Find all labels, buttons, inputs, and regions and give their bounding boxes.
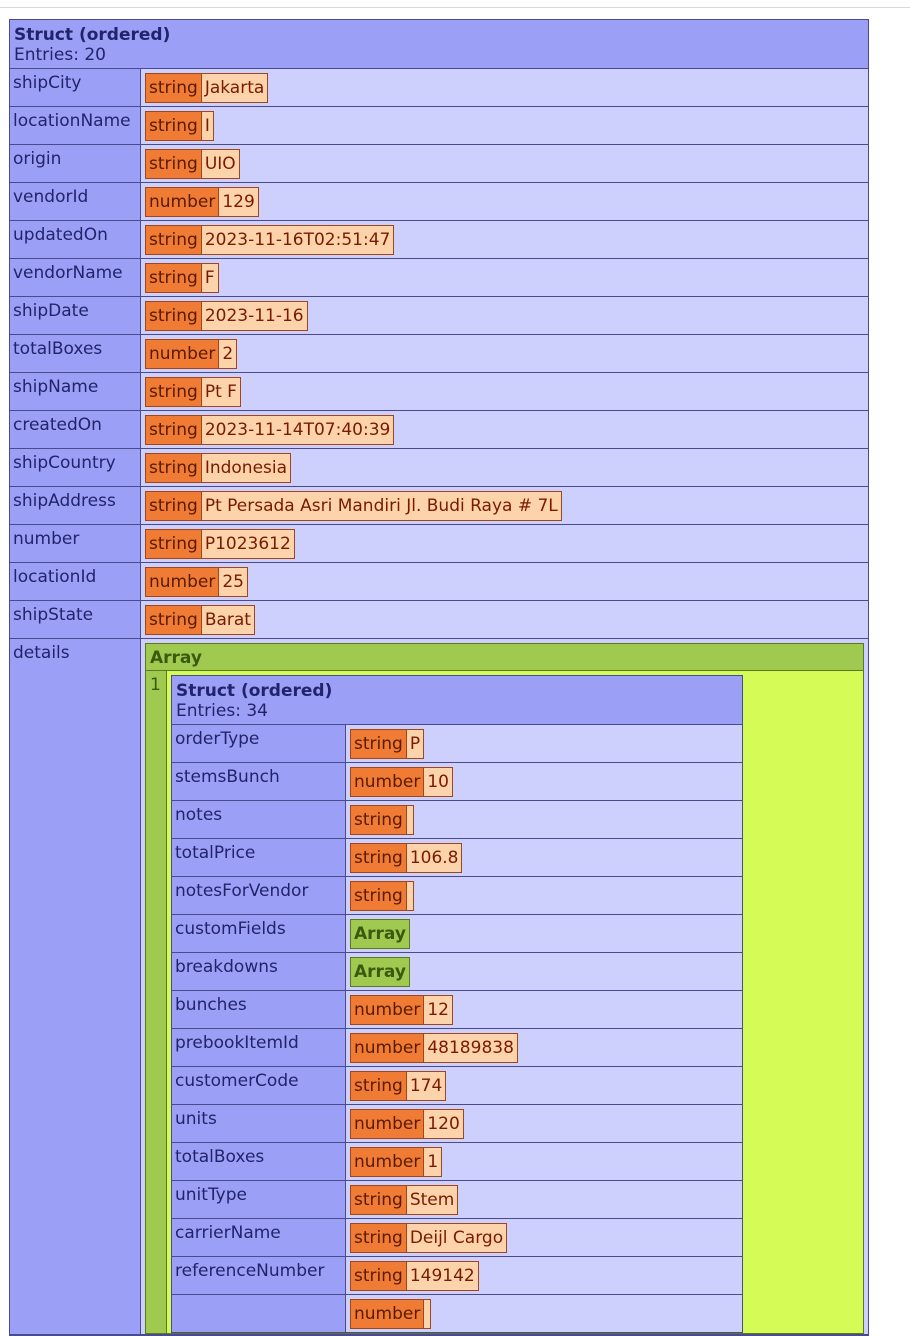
- row-key[interactable]: totalPrice: [172, 839, 346, 876]
- struct-row: [172, 763, 742, 801]
- struct-row: [10, 335, 868, 373]
- struct-row: [172, 1067, 742, 1105]
- struct-row: [172, 915, 742, 953]
- type-label[interactable]: string: [146, 264, 202, 292]
- value-text: P: [407, 730, 423, 758]
- inner-struct-title: Struct (ordered): [176, 681, 333, 701]
- type-label[interactable]: string: [146, 416, 202, 444]
- row-value: [346, 1295, 742, 1332]
- struct-row: [172, 953, 742, 991]
- row-value: [346, 1029, 742, 1066]
- type-label[interactable]: number: [146, 568, 219, 596]
- struct-row: [10, 525, 868, 563]
- row-key[interactable]: details: [10, 639, 141, 1334]
- row-key[interactable]: orderType: [172, 725, 346, 762]
- struct-row-details: [10, 639, 868, 1335]
- row-value: [141, 69, 868, 106]
- struct-title: Struct (ordered): [14, 25, 171, 45]
- row-key[interactable]: totalBoxes: [10, 335, 141, 372]
- type-label[interactable]: string: [146, 74, 202, 102]
- row-key[interactable]: [172, 1295, 346, 1332]
- type-label[interactable]: string: [146, 492, 202, 520]
- array-toggle[interactable]: Array: [350, 919, 410, 949]
- struct-row: [172, 1257, 742, 1295]
- struct-row: [10, 69, 868, 107]
- typed-value: [350, 767, 453, 797]
- typed-value: [145, 605, 255, 635]
- row-key[interactable]: notesForVendor: [172, 877, 346, 914]
- typed-value: [350, 843, 462, 873]
- top-divider: [0, 7, 910, 8]
- type-label[interactable]: number: [146, 188, 219, 216]
- typed-value: [145, 263, 219, 293]
- typed-value: [145, 149, 240, 179]
- row-value: [141, 297, 868, 334]
- value-text: 120: [424, 1110, 462, 1138]
- row-key[interactable]: vendorId: [10, 183, 141, 220]
- row-key[interactable]: shipCountry: [10, 449, 141, 486]
- type-label[interactable]: string: [146, 606, 202, 634]
- row-value: [141, 145, 868, 182]
- struct-row: [10, 297, 868, 335]
- type-label[interactable]: number: [351, 1110, 424, 1138]
- type-label[interactable]: string: [146, 150, 202, 178]
- value-text: 149142: [407, 1262, 478, 1290]
- typed-value: [350, 1109, 464, 1139]
- value-text: Indonesia: [202, 454, 290, 482]
- array-item: [167, 671, 863, 1333]
- row-value: [346, 953, 742, 990]
- value-text: UIO: [202, 150, 239, 178]
- value-text: F: [202, 264, 218, 292]
- value-text: Pt F: [202, 378, 240, 406]
- row-value: [141, 373, 868, 410]
- struct-row: [172, 1105, 742, 1143]
- value-text: Stem: [407, 1186, 457, 1214]
- struct-row: [10, 487, 868, 525]
- typed-value: [145, 415, 394, 445]
- type-label[interactable]: string: [146, 226, 202, 254]
- typed-value: [145, 491, 562, 521]
- struct-row: [10, 145, 868, 183]
- value-text: [407, 882, 413, 910]
- row-value: [346, 1219, 742, 1256]
- type-label[interactable]: string: [146, 530, 202, 558]
- struct-row: [10, 411, 868, 449]
- type-label[interactable]: number: [351, 1300, 424, 1328]
- row-value: [346, 725, 742, 762]
- type-label[interactable]: number: [351, 1034, 424, 1062]
- row-key[interactable]: locationId: [10, 563, 141, 600]
- typed-value: [350, 1147, 442, 1177]
- typed-value: [145, 73, 268, 103]
- typed-value: [350, 1223, 507, 1253]
- struct-row: [172, 991, 742, 1029]
- type-label[interactable]: string: [351, 1072, 407, 1100]
- struct-row: [172, 725, 742, 763]
- row-key[interactable]: origin: [10, 145, 141, 182]
- typed-value: [145, 301, 308, 331]
- value-text: 2023-11-14T07:40:39: [202, 416, 394, 444]
- typed-value: [350, 729, 424, 759]
- array-index[interactable]: 1: [146, 671, 167, 1333]
- struct-row: [172, 877, 742, 915]
- row-key[interactable]: vendorName: [10, 259, 141, 296]
- row-value: [141, 487, 868, 524]
- row-key[interactable]: shipName: [10, 373, 141, 410]
- row-value: [346, 801, 742, 838]
- row-key[interactable]: number: [10, 525, 141, 562]
- typed-value: [145, 111, 214, 141]
- row-value: [141, 601, 868, 638]
- struct-row: [10, 107, 868, 145]
- struct-row: [10, 221, 868, 259]
- type-label[interactable]: string: [146, 378, 202, 406]
- struct-row: [172, 1181, 742, 1219]
- row-key[interactable]: carrierName: [172, 1219, 346, 1256]
- typed-value: [145, 339, 237, 369]
- typed-value: [350, 1033, 518, 1063]
- struct-row: [10, 183, 868, 221]
- row-value: [346, 1257, 742, 1294]
- array-body: [146, 671, 863, 1333]
- array-toggle[interactable]: Array: [350, 957, 410, 987]
- struct-row: [172, 1295, 742, 1332]
- array-header[interactable]: Array: [146, 644, 863, 671]
- struct-dump: [9, 19, 869, 1336]
- value-text: P1023612: [202, 530, 294, 558]
- value-text: 129: [219, 188, 257, 216]
- value-text: 2023-11-16T02:51:47: [202, 226, 394, 254]
- row-value: [141, 107, 868, 144]
- inner-struct-rows: [172, 725, 742, 1332]
- value-text: 2: [219, 340, 236, 368]
- row-key[interactable]: createdOn: [10, 411, 141, 448]
- value-text: I: [202, 112, 213, 140]
- row-value: [346, 763, 742, 800]
- row-value: [346, 1067, 742, 1104]
- struct-row: [172, 839, 742, 877]
- row-key[interactable]: prebookItemId: [172, 1029, 346, 1066]
- typed-value: [145, 187, 259, 217]
- row-key[interactable]: notes: [172, 801, 346, 838]
- struct-rows: [10, 69, 868, 639]
- row-key[interactable]: units: [172, 1105, 346, 1142]
- value-text: [407, 806, 413, 834]
- row-value: [346, 991, 742, 1028]
- row-key[interactable]: shipCity: [10, 69, 141, 106]
- row-key[interactable]: shipDate: [10, 297, 141, 334]
- struct-row: [172, 1143, 742, 1181]
- typed-value: [145, 529, 295, 559]
- value-text: 2023-11-16: [202, 302, 307, 330]
- type-label[interactable]: string: [146, 454, 202, 482]
- typed-value: [350, 805, 414, 835]
- row-value: [346, 877, 742, 914]
- typed-value: [145, 453, 291, 483]
- struct-row: [10, 449, 868, 487]
- typed-value: [350, 1299, 431, 1329]
- value-text: 12: [424, 996, 452, 1024]
- value-text: Jakarta: [202, 74, 267, 102]
- row-value: [346, 1143, 742, 1180]
- type-label[interactable]: string: [351, 1186, 407, 1214]
- details-array: [145, 643, 864, 1334]
- typed-value: [145, 377, 241, 407]
- row-key[interactable]: referenceNumber: [172, 1257, 346, 1294]
- row-key[interactable]: locationName: [10, 107, 141, 144]
- type-label[interactable]: number: [351, 996, 424, 1024]
- inner-struct-entries: Entries: 34: [176, 701, 268, 721]
- type-label[interactable]: string: [351, 882, 407, 910]
- value-text: [424, 1300, 430, 1328]
- row-value: [346, 1181, 742, 1218]
- type-label[interactable]: number: [351, 1148, 424, 1176]
- value-text: 10: [424, 768, 452, 796]
- value-text: 48189838: [424, 1034, 517, 1062]
- inner-struct: [171, 675, 743, 1333]
- type-label[interactable]: number: [146, 340, 219, 368]
- row-key[interactable]: customerCode: [172, 1067, 346, 1104]
- row-value: [141, 411, 868, 448]
- value-text: 106.8: [407, 844, 462, 872]
- type-label[interactable]: string: [146, 112, 202, 140]
- value-text: Deijl Cargo: [407, 1224, 506, 1252]
- value-text: Pt Persada Asri Mandiri Jl. Budi Raya # 7L: [202, 492, 561, 520]
- type-label[interactable]: string: [351, 806, 407, 834]
- row-value: [141, 183, 868, 220]
- type-label[interactable]: string: [351, 1262, 407, 1290]
- typed-value: [350, 1261, 479, 1291]
- row-key[interactable]: stemsBunch: [172, 763, 346, 800]
- struct-row: [10, 373, 868, 411]
- row-value: [141, 449, 868, 486]
- typed-value: [350, 995, 453, 1025]
- typed-value: [145, 567, 248, 597]
- struct-row: [10, 601, 868, 639]
- value-text: 1: [424, 1148, 441, 1176]
- struct-row: [172, 801, 742, 839]
- row-value: [141, 639, 868, 1334]
- row-key[interactable]: totalBoxes: [172, 1143, 346, 1180]
- inner-struct-header[interactable]: [172, 676, 742, 725]
- value-text: 174: [407, 1072, 445, 1100]
- row-key[interactable]: shipState: [10, 601, 141, 638]
- row-value: [346, 1105, 742, 1142]
- typed-value: [350, 1071, 446, 1101]
- type-label[interactable]: number: [351, 768, 424, 796]
- typed-value: [350, 881, 414, 911]
- struct-row: [10, 259, 868, 297]
- row-key[interactable]: breakdowns: [172, 953, 346, 990]
- row-value: [141, 221, 868, 258]
- struct-header[interactable]: [10, 20, 868, 69]
- struct-row: [172, 1219, 742, 1257]
- struct-row: [172, 1029, 742, 1067]
- type-label[interactable]: string: [146, 302, 202, 330]
- row-key[interactable]: customFields: [172, 915, 346, 952]
- type-label[interactable]: string: [351, 844, 407, 872]
- struct-entries: Entries: 20: [14, 45, 106, 65]
- value-text: Barat: [202, 606, 254, 634]
- struct-row: [10, 563, 868, 601]
- row-value: [346, 915, 742, 952]
- typed-value: [350, 1185, 458, 1215]
- row-value: [346, 839, 742, 876]
- row-key[interactable]: bunches: [172, 991, 346, 1028]
- row-key[interactable]: shipAddress: [10, 487, 141, 524]
- typed-value: [145, 225, 394, 255]
- row-value: [141, 259, 868, 296]
- type-label[interactable]: string: [351, 730, 407, 758]
- row-value: [141, 525, 868, 562]
- type-label[interactable]: string: [351, 1224, 407, 1252]
- row-key[interactable]: unitType: [172, 1181, 346, 1218]
- row-key[interactable]: updatedOn: [10, 221, 141, 258]
- row-value: [141, 563, 868, 600]
- value-text: 25: [219, 568, 247, 596]
- row-value: [141, 335, 868, 372]
